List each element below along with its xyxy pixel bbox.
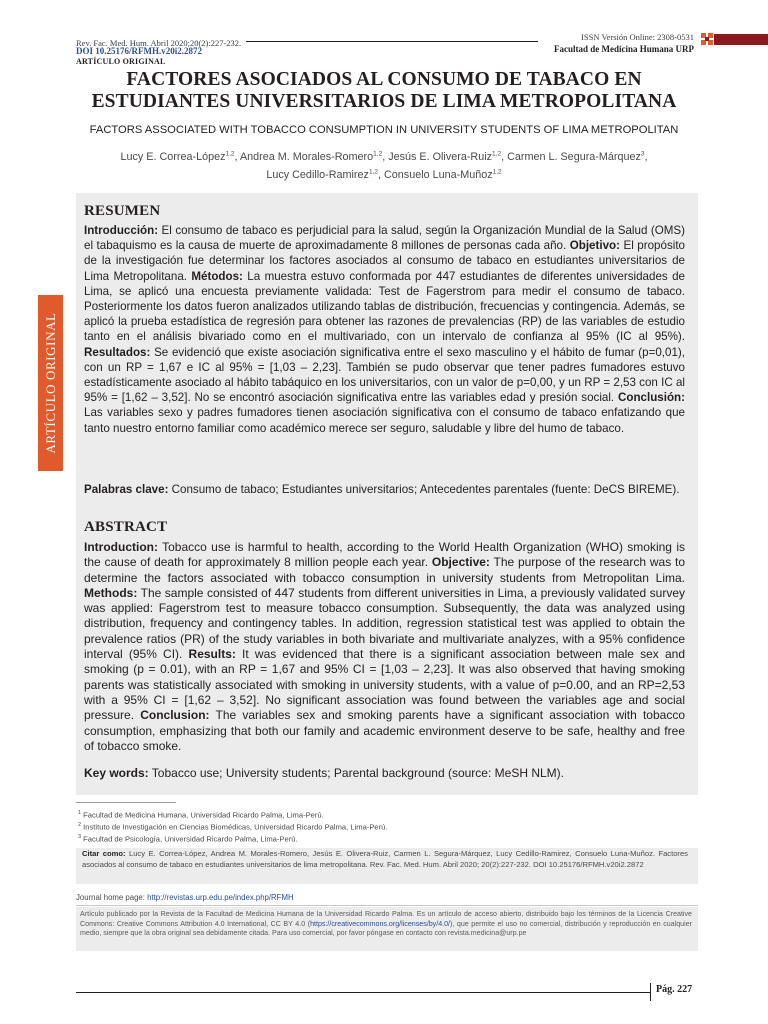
issn-label: ISSN Versión Online: 2308-0531	[581, 32, 694, 42]
article-subtitle-english: FACTORS ASSOCIATED WITH TOBACCO CONSUMPTION IN UNIVERSITY STUDENTS OF LIMA METROPOLITAN	[89, 124, 679, 136]
resumen-body: Introducción: El consumo de tabaco es perjudicial para la salud, según la Organización Mundial de la Salud (OMS) el tabaquismo es la causa de muerte de aproximadamente 8 millones de personas cada año. Objetivo: El propósito de la investigación fue determinar los factores asociados al consumo de tabaco en estudiantes universitarios de Lima Metropolitana. Métodos: La muestra estuvo conformada por 447 estudiantes de diferentes universidades de Lima, se aplicó una encuesta previamente validada: Test de Fagerstrom para medir el consumo de tabaco. Posteriormente los datos fueron analizados utilizando tablas de distribución, frecuencias y contingencia. Además, se aplicó la prueba estadística de regresión para obtener las razones de prevalencias (RP) de las variables de estudio tanto en el análisis bivariado como en el multivariado, con un intervalo de confianza al 95% (IC al 95%). Resultados: Se evidenció que existe asociación significativa entre el sexo masculino y el hábito de fumar (p=0,01), con un RP = 1,67 e IC al 95% = [1,03 – 2,23]. También se pudo observar que tener padres fumadores estuvo estadísticamente asociado al hábito tabáquico en los universitarios, con un valor de p=0,00, y un RP = 2,53 con IC al 95% = [1,62 – 3,52]. No se encontró asociación significativa entre las variables edad y presión social. Conclusión: Las variables sexo y padres fumadores tienen asociación significativa con el consumo de tabaco enfatizando que tanto nuestro entorno familiar como académico merece ser seguro, saludable y libre del humo de tabaco.	[84, 224, 685, 435]
author: Carmen L. Segura-Márquez$^3$,	[507, 150, 648, 163]
journal-logo-icon	[701, 33, 713, 45]
abstract-body: Introduction: Tobacco use is harmful to health, according to the World Health Organization (WHO) smoking is the cause of death for approximately 8 million people each year. Objective: The purpose of the research was to determine the factors associated with tobacco consumption in university students from Metropolitan Lima. Methods: The sample consisted of 447 students from different universities in Lima, a previously validated survey was applied: Fagerstrom test to measure tobacco consumption. Subsequently, the data was analyzed using distribution, frequency and contingency tables. In addition, regression statistical test was applied to obtain the prevalence ratios (PR) of the study variables in both bivariate and multivariate analyzes, with a 95% confidence interval (95% CI). Results: It was evidenced that there is a significant association between male sex and smoking (p = 0.01), with an RP = 1,67 and 95% CI = [1,03 – 2,23]. It was also observed that having smoking parents was statistically associated with smoking in university students, with a value of p=0.00, and an RP=2,53 with a 95% CI = [1,62 – 3,52]. No significant association was found between the variables age and social pressure. Conclusion: The variables sex and smoking parents have a significant association with tobacco consumption, emphasizing that both our family and academic environment deserve to be safe, healthy and free of tobacco smoke.	[84, 540, 686, 753]
footer-divider	[76, 992, 650, 993]
header-divider	[246, 41, 538, 42]
doi-link[interactable]: DOI 10.25176/RFMH.v20i2.2872	[76, 46, 202, 56]
author: Jesús E. Olivera-Ruiz$^{1,2}$,	[388, 150, 508, 163]
title-line: FACTORES ASOCIADOS AL CONSUMO DE TABACO EN	[126, 69, 642, 90]
palabras-clave: Palabras clave: Consumo de tabaco; Estudiantes universitarios; Antecedentes parentales (fuente: DeCS BIREME).	[84, 483, 680, 496]
title-line: ESTUDIANTES UNIVERSITARIOS DE LIMA METROPOLITANA	[91, 91, 677, 112]
page-number: Pág. 227	[656, 984, 693, 995]
author: Consuelo Luna-Muñoz$^{1,2}$	[383, 168, 502, 182]
author: Andrea M. Morales-Romero$^{1,2}$,	[239, 150, 389, 163]
faculty-label: Facultad de Medicina Humana URP	[553, 44, 694, 54]
footnote-divider	[76, 802, 176, 803]
author: Lucy E. Correa-López$^{1,2}$,	[120, 150, 240, 163]
journal-home-link[interactable]: http://revistas.urp.edu.pe/index.php/RFMH	[147, 893, 294, 902]
footnote: $^3$ Facultad de Psicología, Universidad Ricardo Palma, Lima-Perú.	[78, 834, 298, 844]
article-title	[60, 69, 708, 113]
journal-reference: Rev. Fac. Med. Hum. Abril 2020;20(2):227-232.	[76, 38, 242, 48]
footnote: $^2$ Instituto de Investigación en Ciencias Biomédicas, Universidad Ricardo Palma, Lima-Perú.	[78, 822, 388, 832]
header-accent-bar	[714, 34, 768, 45]
license-link[interactable]: https://creativecommons.org/licenses/by/4.0/	[310, 919, 451, 928]
footnote: $^1$ Facultad de Medicina Humana, Universidad Ricardo Palma, Lima-Perú.	[78, 810, 324, 820]
key-words: Key words: Tobacco use; University students; Parental background (source: MeSH NLM).	[84, 766, 564, 780]
abstract-heading: ABSTRACT	[84, 519, 168, 535]
citation-text: Citar como: Lucy E. Correa-López, Andrea M. Morales-Romero, Jesús E. Olivera-Ruiz, Carmen L. Segura-Márquez, Lucy Cedillo-Ramirez, Consuelo Luna-Muñoz. Factores asociados al consumo de tabaco en estudiantes universitarios de lima metropolitana. Rev. Fac. Med. Hum. Abril 2020; 20(2):227-232. DOI 10.25176/RFMH.v20i2.2872	[82, 849, 688, 869]
author: Lucy Cedillo-Ramirez$^{1,2}$,	[266, 168, 384, 182]
article-type-side-tab	[38, 295, 63, 471]
author-list	[70, 146, 698, 183]
license-text: Artículo publicado por la Revista de la Facultad de Medicina Humana de la Universidad Ricardo Palma. Es un artículo de acceso abierto, distribuido bajo los términos de la Licencia Creative Commons: Creative Commons Attribution 4.0 International, CC BY 4.0 (https://creativecommons.org/licenses/by/4.0/), que permite el uso no comercial, distribución y reproducción en cualquier medio, siempre que la obra original sea debidamente citada. Para uso comercial, por favor póngase en contacto con revista.medicina@urp.pe	[80, 910, 693, 938]
footer-tick	[650, 983, 651, 1001]
journal-home-divider	[76, 905, 698, 906]
journal-home-page: Journal home page: http://revistas.urp.edu.pe/index.php/RFMH	[76, 893, 294, 902]
side-tab-label: ARTÍCULO ORIGINAL	[42, 312, 58, 454]
resumen-heading: RESUMEN	[84, 203, 161, 219]
article-type-label: ARTÍCULO ORIGINAL	[76, 57, 166, 66]
